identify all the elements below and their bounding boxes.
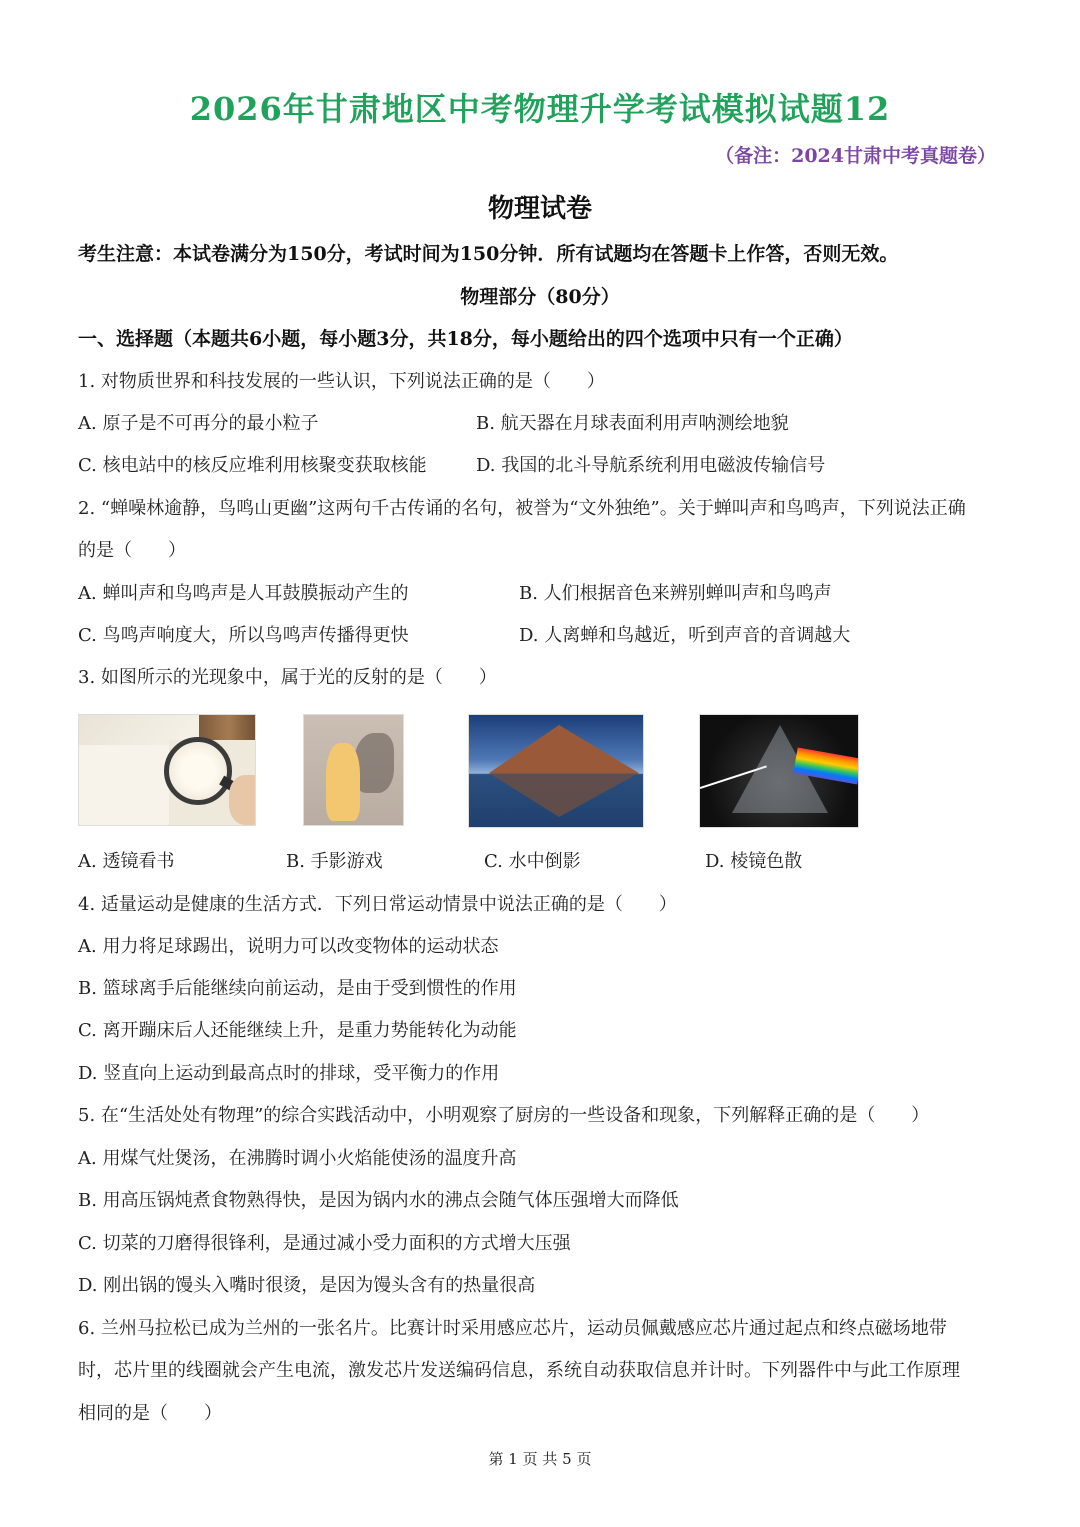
q4-stem: 4. 适量运动是健康的生活方式．下列日常运动情景中说法正确的是（ ） bbox=[78, 894, 677, 915]
q1-option-c: C. 核电站中的核反应堆利用核聚变获取核能 bbox=[78, 455, 427, 476]
magnifier-reading-image bbox=[78, 714, 256, 826]
q1-option-d: D. 我国的北斗导航系统利用电磁波传输信号 bbox=[476, 455, 826, 476]
page-footer: 第 1 页 共 5 页 bbox=[488, 1450, 592, 1468]
page-title: 2026年甘肃地区中考物理升学考试模拟试题12 bbox=[189, 90, 891, 128]
q1-stem: 1. 对物质世界和科技发展的一些认识，下列说法正确的是（ ） bbox=[78, 371, 605, 392]
page-note: （备注：2024甘肃中考真题卷） bbox=[715, 145, 996, 167]
q5-option-b: B. 用高压锅炖煮食物熟得快，是因为锅内水的沸点会随气体压强增大而降低 bbox=[78, 1190, 679, 1211]
q5-stem: 5. 在“生活处处有物理”的综合实践活动中，小明观察了厨房的一些设备和现象，下列解释正确的是（ ） bbox=[78, 1105, 930, 1126]
exam-notice: 考生注意：本试卷满分为150分，考试时间为150分钟．所有试题均在答题卡上作答，否则无效。 bbox=[78, 243, 899, 265]
q2-option-b: B. 人们根据音色来辨别蝉叫声和鸟鸣声 bbox=[519, 583, 832, 604]
q4-option-c: C. 离开蹦床后人还能继续上升，是重力势能转化为动能 bbox=[78, 1020, 517, 1041]
section-part-heading: 物理部分（80分） bbox=[460, 286, 620, 308]
q2-option-a: A. 蝉叫声和鸟鸣声是人耳鼓膜振动产生的 bbox=[78, 583, 409, 604]
q4-option-d: D. 竖直向上运动到最高点时的排球，受平衡力的作用 bbox=[78, 1063, 500, 1084]
mountain-reflection-image bbox=[468, 714, 644, 828]
q2-stem-line2: 的是（ ） bbox=[78, 540, 186, 561]
q6-stem-line2: 时，芯片里的线圈就会产生电流，激发芯片发送编码信息，系统自动获取信息并计时。下列器件中与此工作原理 bbox=[78, 1360, 960, 1381]
q1-option-a: A. 原子是不可再分的最小粒子 bbox=[78, 413, 319, 434]
prism-dispersion-image bbox=[699, 714, 859, 828]
q5-option-d: D. 刚出锅的馒头入嘴时很烫，是因为馒头含有的热量很高 bbox=[78, 1275, 536, 1296]
q3-option-a: A. 透镜看书 bbox=[78, 851, 175, 872]
q3-option-d: D. 棱镜色散 bbox=[705, 851, 803, 872]
q2-option-c: C. 鸟鸣声响度大，所以鸟鸣声传播得更快 bbox=[78, 625, 409, 646]
q6-stem-line1: 6. 兰州马拉松已成为兰州的一张名片。比赛计时采用感应芯片，运动员佩戴感应芯片通过起点和终点磁场地带 bbox=[78, 1318, 947, 1339]
page-subtitle: 物理试卷 bbox=[487, 194, 592, 224]
q3-option-c: C. 水中倒影 bbox=[484, 851, 581, 872]
q1-option-b: B. 航天器在月球表面利用声呐测绘地貌 bbox=[476, 413, 789, 434]
q3-option-b: B. 手影游戏 bbox=[286, 851, 383, 872]
section-one-heading: 一、选择题（本题共6小题，每小题3分，共18分，每小题给出的四个选项中只有一个正确） bbox=[78, 328, 853, 350]
q6-stem-line3: 相同的是（ ） bbox=[78, 1403, 222, 1424]
q4-option-b: B. 篮球离手后能继续向前运动，是由于受到惯性的作用 bbox=[78, 978, 517, 999]
q2-option-d: D. 人离蝉和鸟越近，听到声音的音调越大 bbox=[519, 625, 851, 646]
q2-stem-line1: 2. “蝉噪林逾静，鸟鸣山更幽”这两句千古传诵的名句，被誉为“文外独绝”。关于蝉叫声和鸟鸣声，下列说法正确 bbox=[78, 498, 966, 519]
q5-option-a: A. 用煤气灶煲汤，在沸腾时调小火焰能使汤的温度升高 bbox=[78, 1148, 517, 1169]
hand-shadow-image bbox=[303, 714, 404, 826]
q3-stem: 3. 如图所示的光现象中，属于光的反射的是（ ） bbox=[78, 667, 497, 688]
q5-option-c: C. 切菜的刀磨得很锋利，是通过减小受力面积的方式增大压强 bbox=[78, 1233, 571, 1254]
q4-option-a: A. 用力将足球踢出，说明力可以改变物体的运动状态 bbox=[78, 936, 499, 957]
